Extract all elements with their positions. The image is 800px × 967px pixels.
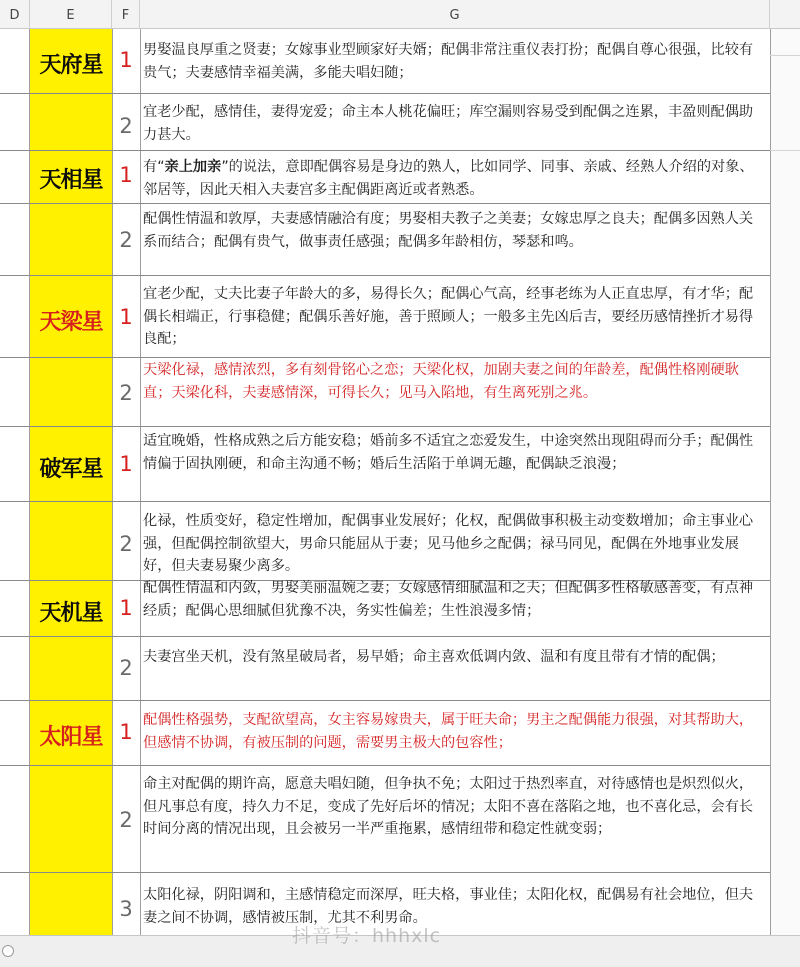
- cell-e-yellow[interactable]: [30, 873, 112, 935]
- row-number[interactable]: 2: [119, 808, 133, 832]
- row-divider: [0, 275, 770, 276]
- row-divider: [0, 700, 770, 701]
- cell-description[interactable]: 化禄，性质变好，稳定性增加，配偶事业发展好；化权，配偶做事积极主动变数增加；命主事业心强，但配偶控制欲望大，男命只能屈从于妻；见马他乡之配偶；禄马同见，配偶在外地事业发展好，但夫妻易聚少离多。: [143, 513, 754, 574]
- scroll-handle[interactable]: [2, 945, 14, 957]
- cell-description[interactable]: 适宜晚婚，性格成熟之后方能安稳；婚前多不适宜之恋爱发生，中途突然出现阻碍而分手；配偶性情偏于固执刚硬，和命主沟通不畅；婚后生活陷于单调无趣，配偶缺乏浪漫；: [143, 433, 754, 472]
- cell-e-yellow[interactable]: [30, 94, 112, 150]
- row-divider: [0, 426, 770, 427]
- row-divider: [0, 150, 770, 151]
- row-divider: [0, 357, 770, 358]
- cell-description[interactable]: 宜老少配，感情佳，妻得宠爱；命主本人桃花偏旺；库空漏则容易受到配偶之连累，丰盈则配偶助力甚大。: [143, 104, 754, 143]
- star-name-pojun[interactable]: 破军星: [39, 457, 103, 482]
- cell-e-yellow[interactable]: [30, 204, 112, 275]
- cell-description[interactable]: 配偶性情温和内敛，男娶美丽温婉之妻；女嫁感情细腻温和之夫；但配偶多性格敏感善变，有点神经质；配偶心思细腻但犹豫不决，务实性偏差；生性浪漫多情；: [143, 580, 754, 619]
- row-divider: [0, 636, 770, 637]
- cell-description[interactable]: 男娶温良厚重之贤妻；女嫁事业型顾家好夫婿；配偶非常注重仪表打扮；配偶自尊心很强，比较有贵气；夫妻感情幸福美满，多能夫唱妇随；: [143, 42, 754, 81]
- column-header-bar: [0, 0, 800, 29]
- row-divider: [770, 55, 800, 56]
- column-header-h[interactable]: [770, 0, 800, 29]
- row-number[interactable]: 2: [119, 532, 133, 556]
- row-number[interactable]: 1: [119, 596, 133, 620]
- cell-description[interactable]: 配偶性情温和敦厚，夫妻感情融洽有度；男娶相夫教子之美妻；女嫁忠厚之良夫；配偶多因熟人关系而结合；配偶有贵气，做事责任感强；配偶多年龄相仿，琴瑟和鸣。: [143, 211, 754, 250]
- column-header-f[interactable]: F: [112, 0, 140, 29]
- watermark-text: 抖音号：hhhxlc: [292, 925, 442, 947]
- row-number[interactable]: 2: [119, 114, 133, 138]
- row-number[interactable]: 2: [119, 381, 133, 405]
- star-name-tianfu[interactable]: 天府星: [39, 53, 103, 78]
- text-emphasis: 亲上加亲: [164, 159, 222, 175]
- star-name-tianliang[interactable]: 天梁星: [39, 310, 103, 335]
- row-number[interactable]: 1: [119, 163, 133, 187]
- cell-e-yellow[interactable]: [30, 502, 112, 580]
- cell-description[interactable]: 夫妻宫坐天机，没有煞星破局者，易早婚；命主喜欢低调内敛、温和有度且带有才情的配偶；: [143, 649, 725, 665]
- cell-description[interactable]: [143, 156, 765, 201]
- row-number[interactable]: 1: [119, 48, 133, 72]
- star-name-tianji[interactable]: 天机星: [39, 601, 103, 626]
- text-pre: 有“: [143, 159, 165, 175]
- cell-e-yellow[interactable]: [30, 637, 112, 700]
- cell-description[interactable]: 太阳化禄，阴阳调和，主感情稳定而深厚，旺夫格，事业佳；太阳化权，配偶易有社会地位，但夫妻之间不协调，感情被压制，尤其不利男命。: [143, 887, 754, 926]
- row-divider: [0, 93, 770, 94]
- grid-line: [770, 29, 771, 935]
- row-number[interactable]: 3: [119, 897, 133, 921]
- cell-e-yellow[interactable]: [30, 358, 112, 426]
- row-number[interactable]: 1: [119, 452, 133, 476]
- cell-description[interactable]: 配偶性格强势，支配欲望高，女主容易嫁贵夫，属于旺夫命；男主之配偶能力很强，对其帮助大，但感情不协调，有被压制的问题，需要男主极大的包容性；: [143, 712, 754, 751]
- row-divider: [0, 765, 770, 766]
- column-header-e[interactable]: E: [30, 0, 112, 29]
- row-number[interactable]: 2: [119, 228, 133, 252]
- row-divider: [0, 203, 770, 204]
- cell-description[interactable]: 天梁化禄，感情浓烈，多有刻骨铭心之恋；天梁化权，加剧夫妻之间的年龄差，配偶性格刚硬耿直；天梁化科，夫妻感情深，可得长久；见马入陷地，有生离死别之兆。: [143, 362, 739, 401]
- text-post: ”的说法，意即配偶容易是身边的熟人，比如同学、同事、亲戚、经熟人介绍的对象、邻居等，因此天相入夫妻宫多主配偶距离近或者熟悉。: [143, 159, 754, 198]
- cell-description[interactable]: 命主对配偶的期许高，愿意夫唱妇随，但争执不免；太阳过于热烈率直，对待感情也是炽烈似火，但凡事总有度，持久力不足，变成了先好后坏的情况；太阳不喜在落陷之地，也不喜化忌，会有长时间分离的情况出现，且会被另一半严重拖累，感情纽带和稳定性就变弱；: [143, 776, 754, 837]
- row-number[interactable]: 1: [119, 720, 133, 744]
- cell-e-yellow[interactable]: [30, 766, 112, 872]
- adjacent-column[interactable]: [770, 29, 800, 935]
- star-name-tianxiang[interactable]: 天相星: [39, 168, 103, 193]
- column-header-d[interactable]: D: [0, 0, 30, 29]
- grid-line: [140, 29, 141, 935]
- row-divider: [0, 872, 770, 873]
- row-number[interactable]: 2: [119, 656, 133, 680]
- column-header-g[interactable]: G: [140, 0, 770, 29]
- cell-description[interactable]: 宜老少配，丈夫比妻子年龄大的多，易得长久；配偶心气高，经事老练为人正直忠厚，有才华；配偶长相端正，行事稳健；配偶乐善好施，善于照顾人；一般多主先凶后吉，要经历感情挫折才易得良配；: [143, 286, 754, 347]
- row-divider: [770, 150, 800, 151]
- row-divider: [0, 501, 770, 502]
- star-name-taiyang[interactable]: 太阳星: [39, 725, 103, 750]
- row-number[interactable]: 1: [119, 305, 133, 329]
